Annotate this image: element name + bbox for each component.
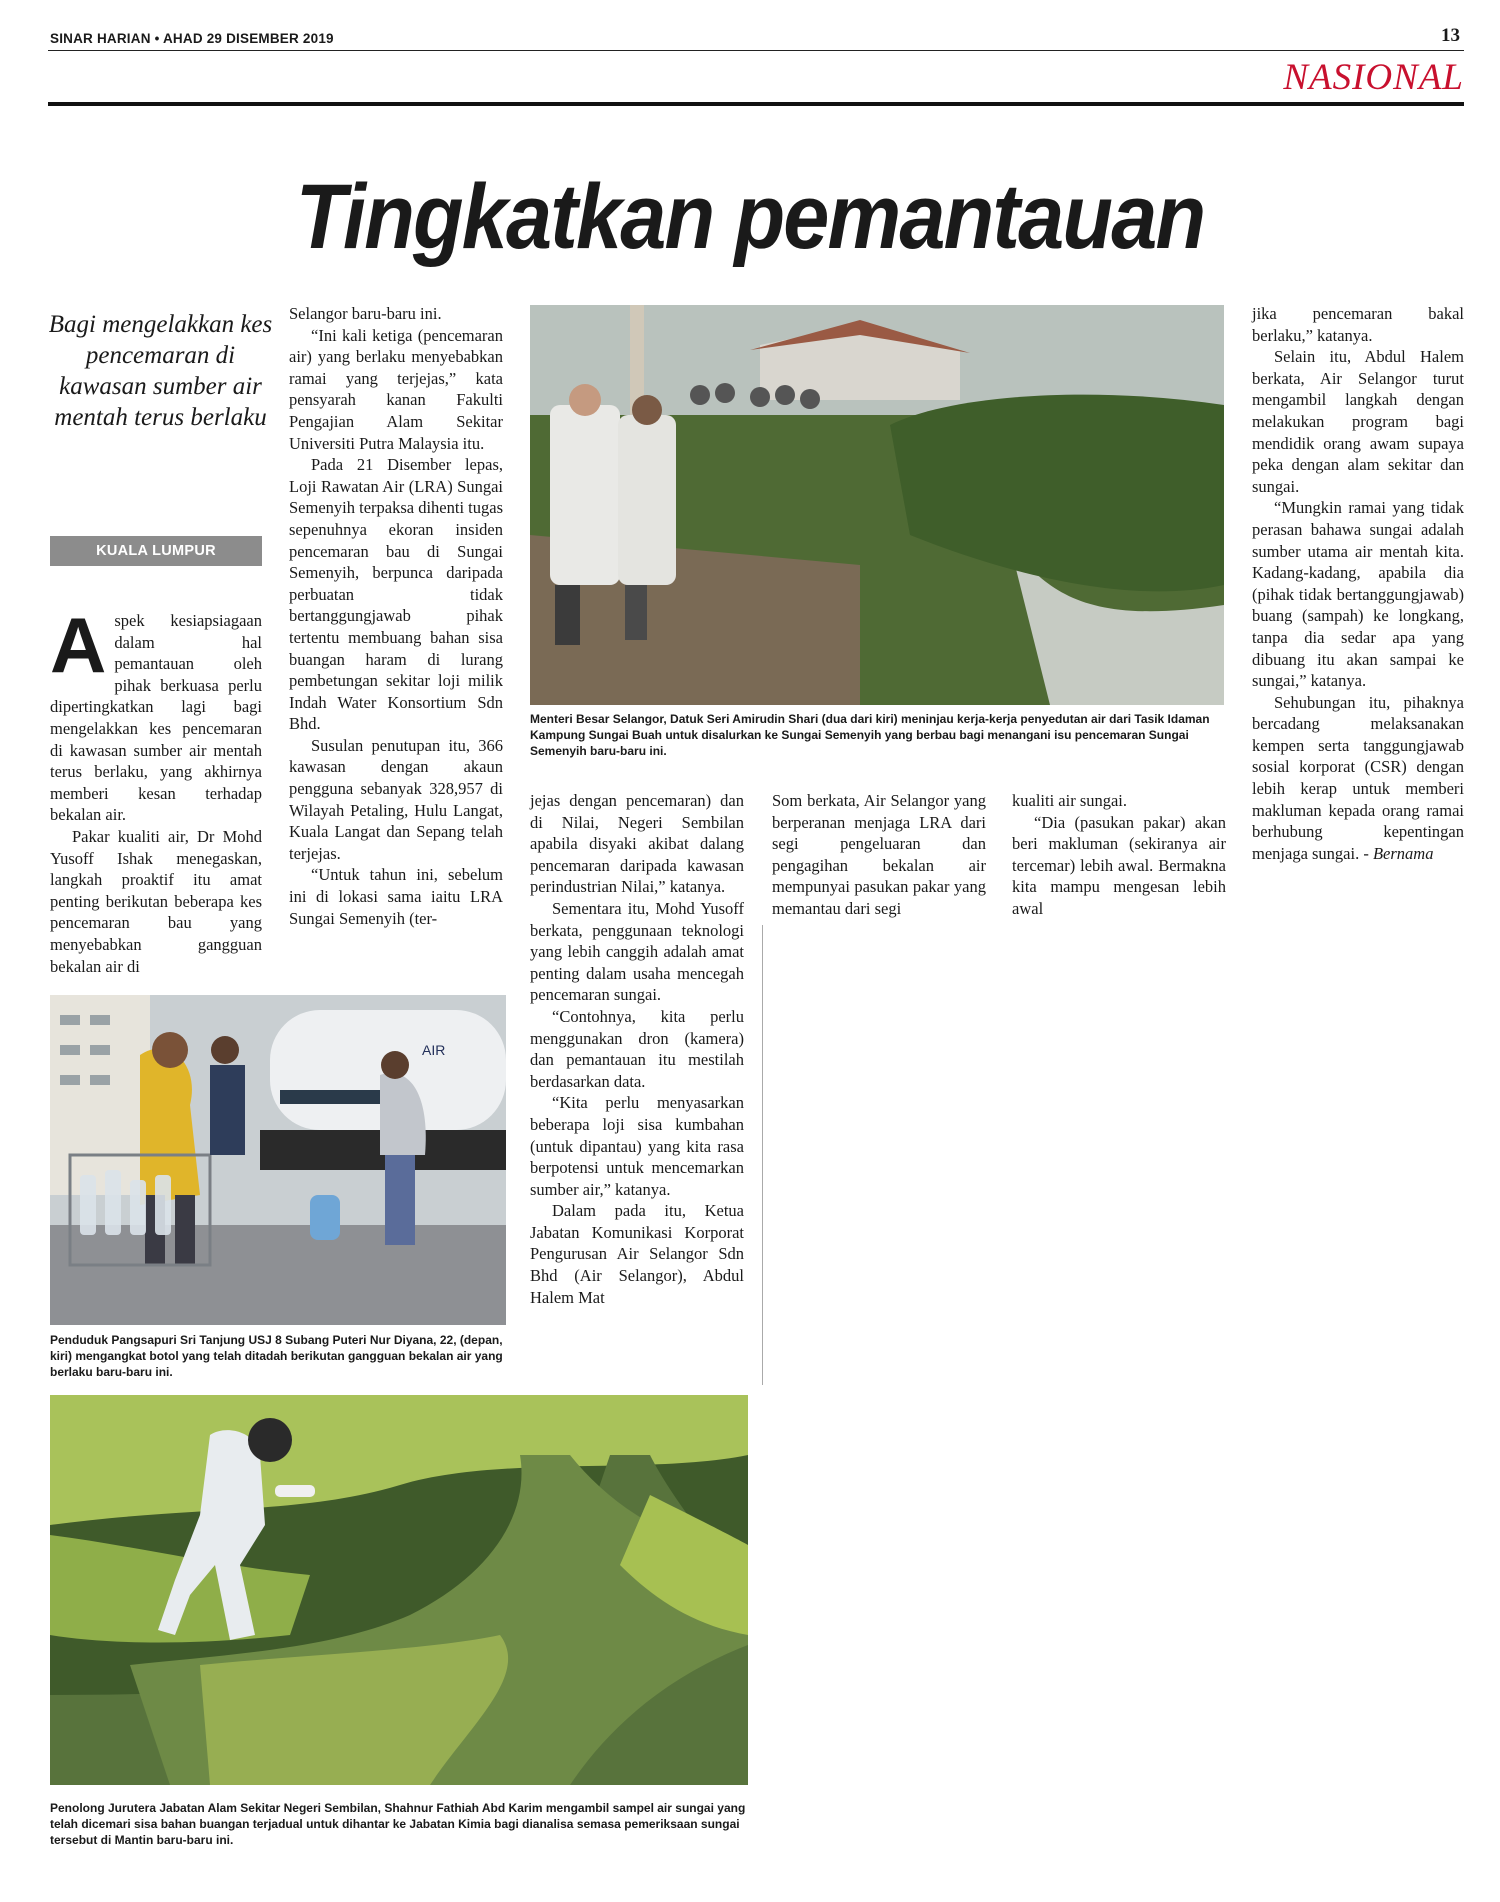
article-paragraph: Dalam pada itu, Ketua Jabatan Komunikasi Korporat Pengurusan Air Selangor Sdn Bhd (Air Selangor), Abdul Halem Mat <box>530 1201 744 1307</box>
article-paragraph: Sementara itu, Mohd Yusoff berkata, penggunaan teknologi yang lebih canggih adalah amat penting dalam usaha mencegah pencemaran sungai. <box>530 898 744 1005</box>
article-paragraph: Susulan penutupan itu, 366 kawasan dengan akaun pengguna sebanyak 328,957 di Wilayah Petaling, Hulu Langat, Kuala Langat dan Sepang telah terjejas. <box>289 735 503 863</box>
photo-water-collection-illustration <box>50 995 506 1325</box>
article-paragraph: “Ini kali ketiga (pencemaran air) yang berlaku menyebabkan ramai yang terjejas,” kata pensyarah kanan Fakulti Pengajian Alam Sekitar Universiti Putra Malaysia itu. <box>289 325 503 453</box>
photo-caption-bottom: Penolong Jurutera Jabatan Alam Sekitar Negeri Sembilan, Shahnur Fathiah Abd Karim mengambil sampel air sungai yang telah dicemari sisa bahan buangan terjadual untuk dihantar ke Jabatan Kimia bagi dianalisa semasa pemeriksaan sungai tersebut di Mantin baru-baru ini. <box>50 1801 746 1847</box>
article-paragraph: Pakar kualiti air, Dr Mohd Yusoff Ishak menegaskan, langkah proaktif itu amat penting berikutan beberapa kes pencemaran bau yang menyebabkan gangguan bekalan air di <box>50 826 262 976</box>
section-rule <box>48 102 1464 106</box>
masthead-publication-date: SINAR HARIAN • AHAD 29 DISEMBER 2019 <box>50 31 334 46</box>
article-column-3 <box>530 790 744 1308</box>
article-paragraph: “Mungkin ramai yang tidak perasan bahawa sungai adalah sumber utama air mentah kita. Kadang-kadang, apabila dia (pihak tidak bertanggungjawab) buang (sampah) ke longkang, tanpa dia sedar apa yang dibuang itu akan sampai ke sungai,” katanya. <box>1252 498 1464 691</box>
photo-river-sampling <box>50 1395 748 1785</box>
article-paragraph: Sehubungan itu, pihaknya bercadang melaksanakan kempen serta tanggungjawab sosial korporat (CSR) dengan lebih kerap untuk memberi makluman kepada orang ramai berhubung kepentingan menjaga sungai. - Bernama <box>1252 692 1464 863</box>
drop-cap: A <box>50 601 107 689</box>
article-paragraph: “Dia (pasukan pakar) akan beri makluman (sekiranya air tercemar) lebih awal. Bermakna kita mampu mengesan lebih awal <box>1012 812 1226 918</box>
article-paragraph: Aspek kesiapsiagaan dalam hal pemantauan oleh pihak berkuasa perlu dipertingkatkan lagi bagi mengelakkan kes pencemaran di kawasan sumber air mentah terus berlaku, yang akhirnya memberi kesan terhadap bekalan air. <box>50 601 262 825</box>
column-divider <box>762 925 763 1385</box>
article-paragraph: Selangor baru-baru ini. <box>289 304 442 323</box>
article-column-6 <box>1252 303 1464 864</box>
photo-river-sampling-illustration <box>50 1395 748 1785</box>
article-column-2 <box>289 303 503 929</box>
article-column-1 <box>50 601 262 977</box>
article-column-4 <box>772 790 986 920</box>
photo-site-inspection <box>530 305 1224 705</box>
article-paragraph: jika pencemaran bakal berlaku,” katanya. <box>1252 304 1464 345</box>
headline: Tingkatkan pemantauan <box>295 166 1205 268</box>
standfirst: Bagi mengelakkan kes pencemaran di kawasan sumber air mentah terus berlaku <box>48 311 273 431</box>
article-paragraph: “Kita perlu menyasarkan beberapa loji sisa kumbahan (untuk dipantau) yang kita rasa berpotensi untuk mencemarkan sumber air,” katanya. <box>530 1093 744 1199</box>
page-number: 13 <box>1441 25 1460 46</box>
photo-water-collection <box>50 995 506 1325</box>
masthead-rule <box>48 50 1464 51</box>
article-paragraph: jejas dengan pencemaran) dan di Nilai, Negeri Sembilan apabila disyaki akibat dalang pencemaran daripada kawasan perindustrian Nilai,” katanya. <box>530 791 744 897</box>
section-label: NASIONAL <box>1283 57 1464 98</box>
article-paragraph: Pada 21 Disember lepas, Loji Rawatan Air (LRA) Sungai Semenyih terpaksa dihenti tugas sepenuhnya ekoran insiden pencemaran bau di Sungai Semenyih, berpunca daripada perbuatan tidak bertanggungjawab pihak tertentu membuang bahan sisa buangan haram di lurang pembetungan sekitar loji milik Indah Water Konsortium Sdn Bhd. <box>289 455 503 734</box>
article-paragraph: “Untuk tahun ini, sebelum ini di lokasi sama iaitu LRA Sungai Semenyih (ter- <box>289 865 503 928</box>
article-paragraph: Selain itu, Abdul Halem berkata, Air Selangor turut mengambil langkah dengan melakukan program bagi mendidik orang awam supaya peka dengan alam sekitar dan sungai. <box>1252 347 1464 496</box>
photo-caption-middle: Penduduk Pangsapuri Sri Tanjung USJ 8 Subang Puteri Nur Diyana, 22, (depan, kiri) mengangkat botol yang telah ditadah berikutan gangguan bekalan air yang berlaku baru-baru ini. <box>50 1333 503 1379</box>
photo-site-inspection-illustration <box>530 305 1224 705</box>
tanker-label: AIR <box>422 1042 446 1058</box>
photo-caption-top: Menteri Besar Selangor, Datuk Seri Amirudin Shari (dua dari kiri) meninjau kerja-kerja penyedutan air dari Tasik Idaman Kampung Sungai Buah untuk disalurkan ke Sungai Semenyih yang berbau bagi menangani isu pencemaran Sungai Semenyih baru-baru ini. <box>530 712 1210 758</box>
dateline-tag: KUALA LUMPUR <box>50 536 262 566</box>
article-paragraph: “Contohnya, kita perlu menggunakan dron (kamera) dan pemantauan itu mestilah berdasarkan data. <box>530 1006 744 1091</box>
article-column-5 <box>1012 790 1226 920</box>
article-paragraph: kualiti air sungai. <box>1012 791 1128 810</box>
article-paragraph: Som berkata, Air Selangor yang berperanan menjaga LRA dari segi pengeluaran dan pengagihan bekalan air mempunyai pasukan pakar yang memantau dari segi <box>772 791 986 918</box>
byline: - Bernama <box>1363 843 1434 863</box>
